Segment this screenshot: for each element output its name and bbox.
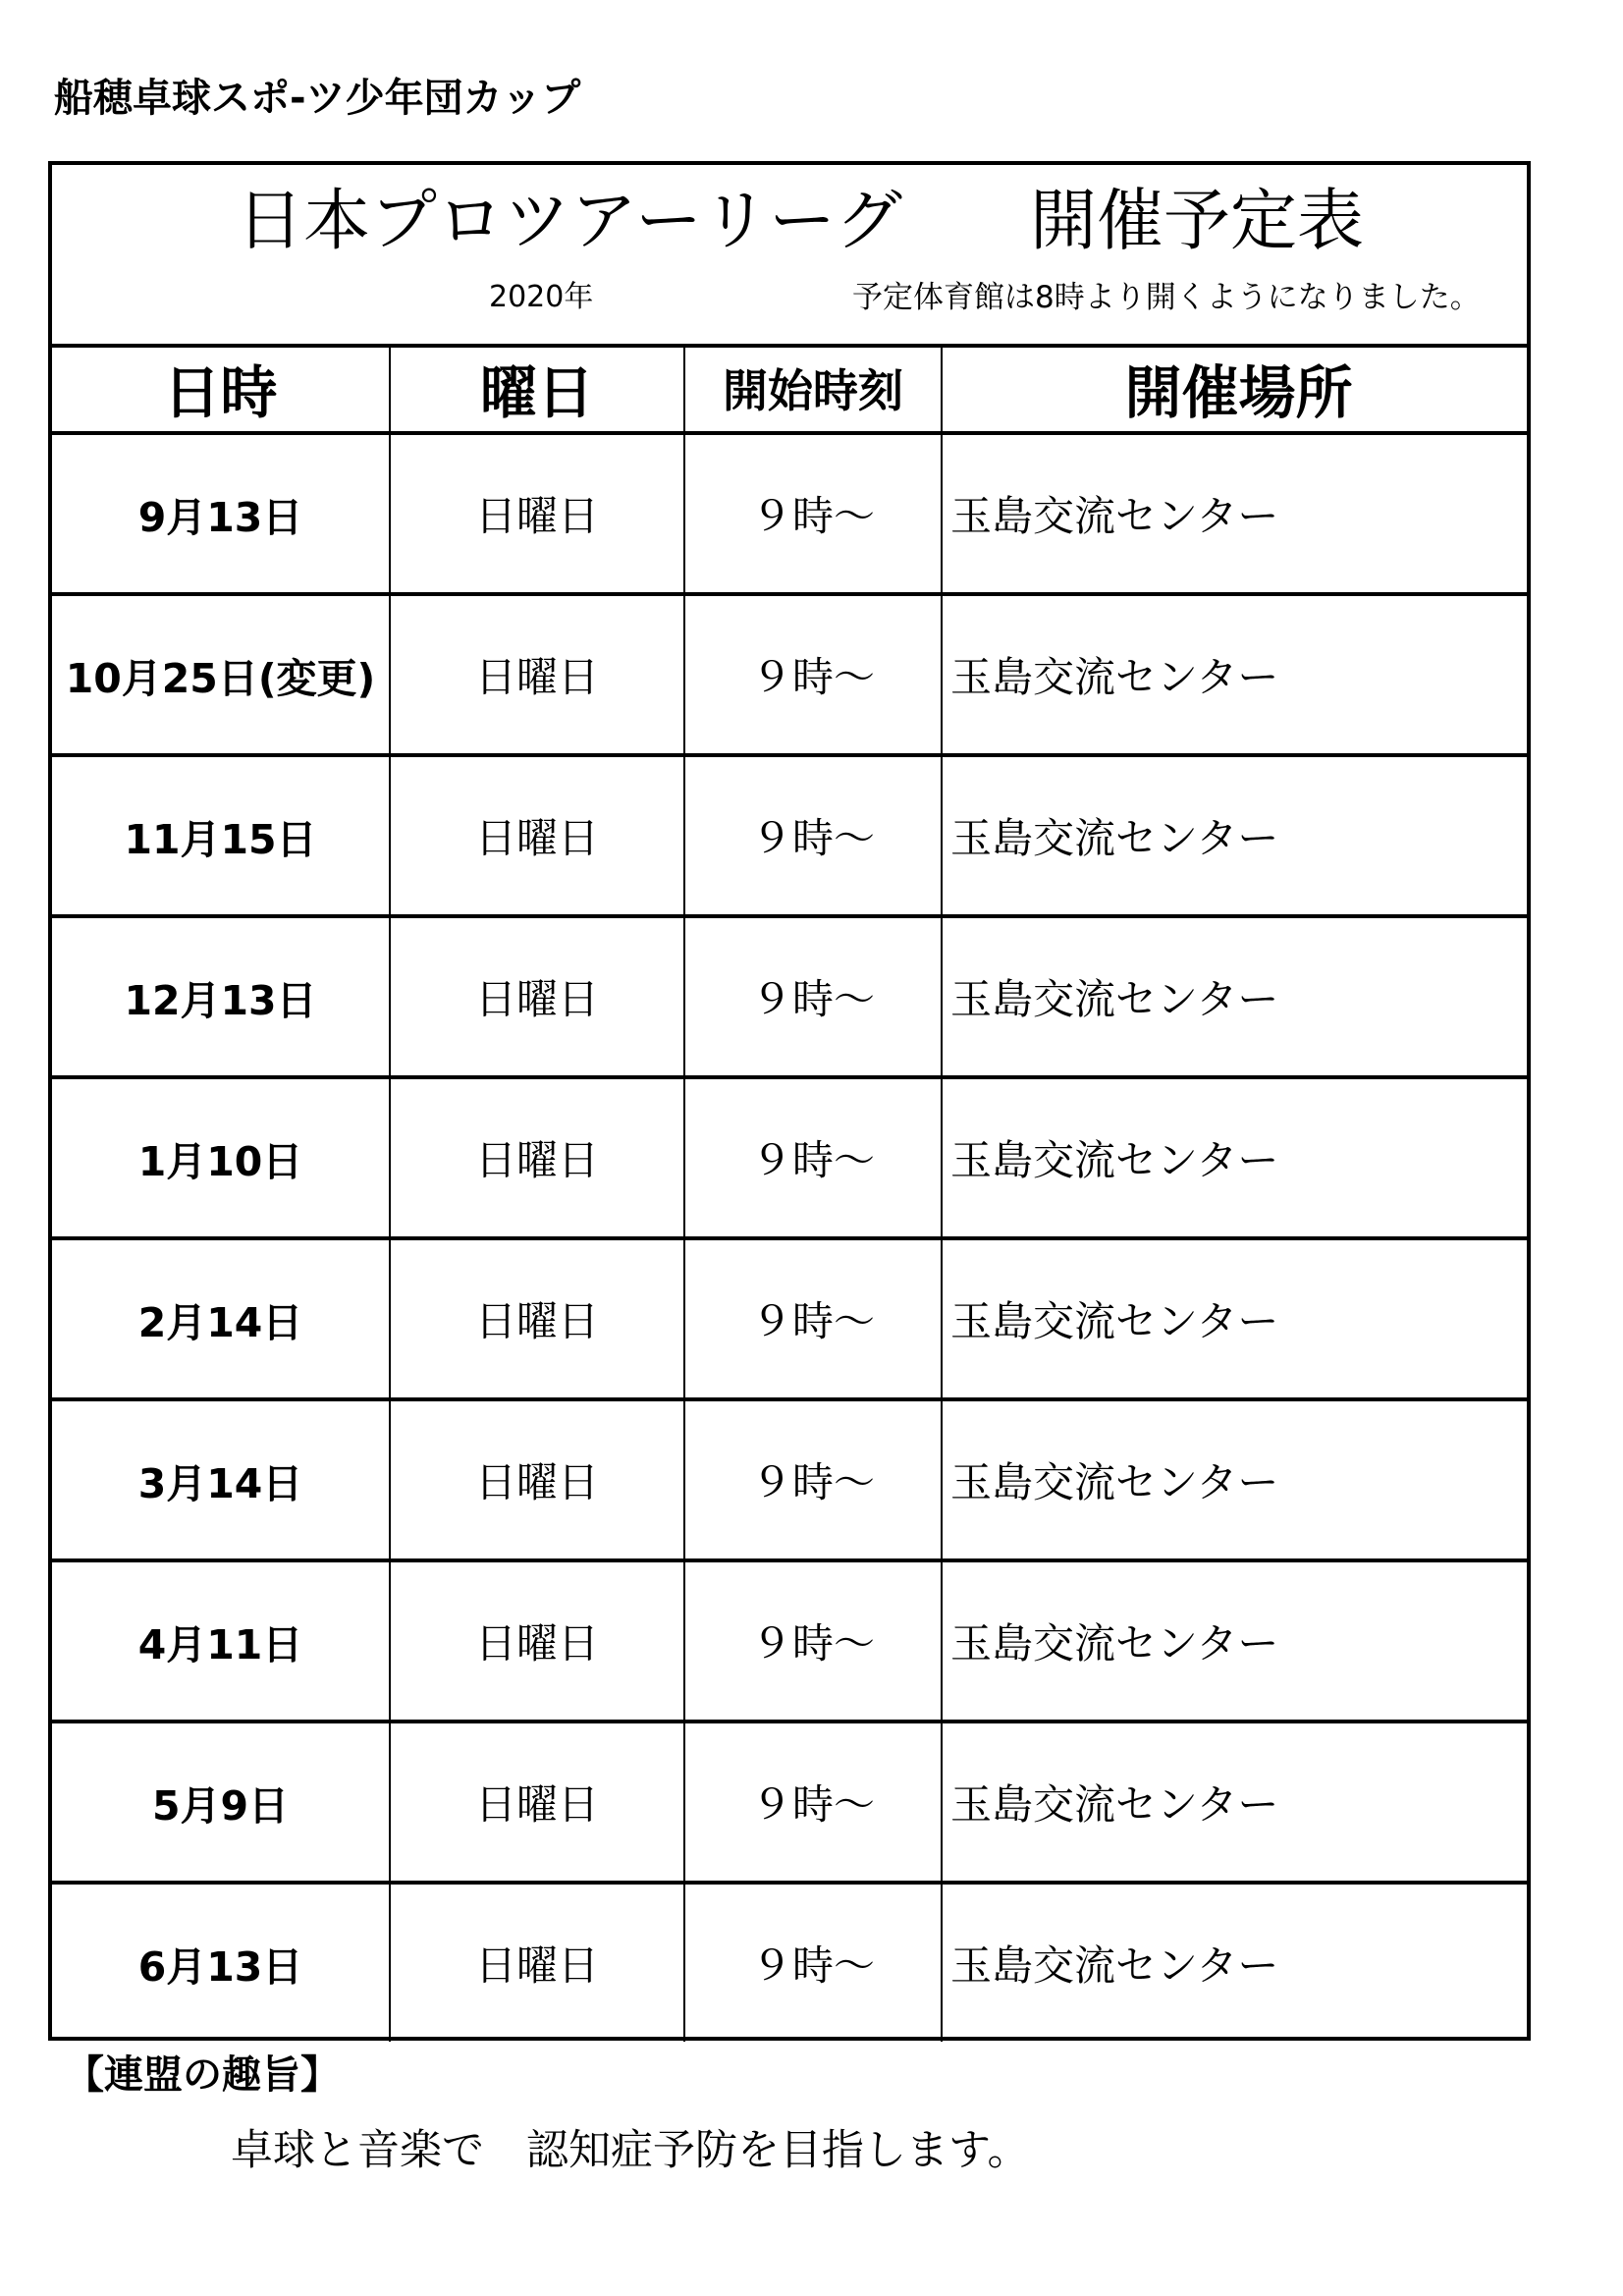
table-row — [52, 1240, 1527, 1401]
start-time-cell: ９時～ — [685, 1401, 943, 1558]
venue-cell: 玉島交流センター — [950, 975, 1279, 1023]
table-row — [52, 1885, 1527, 2042]
table-row — [52, 918, 1527, 1079]
start-time-cell: ９時～ — [685, 596, 943, 753]
venue-cell: 玉島交流センター — [950, 1780, 1279, 1829]
venue-cell: 玉島交流センター — [950, 814, 1279, 862]
organization-name: 船穂卓球スポ-ツ少年団カップ — [54, 76, 581, 121]
title-sub: 開催予定表 — [1029, 183, 1364, 260]
weekday-cell: 日曜日 — [391, 596, 685, 753]
weekday-cell: 日曜日 — [391, 757, 685, 914]
start-time-cell: ９時～ — [685, 435, 943, 592]
venue-cell: 玉島交流センター — [950, 492, 1279, 540]
venue-cell: 玉島交流センター — [950, 1619, 1279, 1667]
start-time-cell: ９時～ — [685, 1885, 943, 2042]
date-cell: 10月25日(変更) — [52, 596, 391, 753]
title-main: 日本プロツアーリーグ — [237, 183, 902, 260]
title-block — [52, 165, 1527, 348]
table-row — [52, 1079, 1527, 1240]
date-cell: 1月10日 — [52, 1079, 391, 1236]
date-cell: 4月11日 — [52, 1562, 391, 1720]
venue-cell: 玉島交流センター — [950, 1136, 1279, 1184]
date-cell: 11月15日 — [52, 757, 391, 914]
start-time-cell: ９時～ — [685, 918, 943, 1075]
table-header-row — [52, 344, 1527, 435]
venue-cell: 玉島交流センター — [950, 653, 1279, 701]
weekday-cell: 日曜日 — [391, 918, 685, 1075]
date-cell: 9月13日 — [52, 435, 391, 592]
date-cell: 5月9日 — [52, 1723, 391, 1881]
date-cell: 12月13日 — [52, 918, 391, 1075]
weekday-cell: 日曜日 — [391, 1079, 685, 1236]
column-header-weekday: 曜日 — [391, 344, 685, 431]
weekday-cell: 日曜日 — [391, 1885, 685, 2042]
venue-cell: 玉島交流センター — [950, 1297, 1279, 1345]
date-cell: 2月14日 — [52, 1240, 391, 1397]
year-label: 2020年 — [489, 280, 594, 314]
start-time-cell: ９時～ — [685, 1562, 943, 1720]
table-row — [52, 435, 1527, 596]
table-row — [52, 757, 1527, 918]
date-cell: 6月13日 — [52, 1885, 391, 2042]
schedule-sheet — [48, 161, 1531, 2041]
weekday-cell: 日曜日 — [391, 1562, 685, 1720]
start-time-cell: ９時～ — [685, 1723, 943, 1881]
start-time-cell: ９時～ — [685, 1079, 943, 1236]
aim-heading: 【連盟の趣旨】 — [65, 2052, 340, 2098]
table-row — [52, 1723, 1527, 1885]
start-time-cell: ９時～ — [685, 757, 943, 914]
weekday-cell: 日曜日 — [391, 1723, 685, 1881]
column-header-start-time: 開始時刻 — [685, 344, 943, 431]
schedule-table — [52, 344, 1527, 2042]
start-time-cell: ９時～ — [685, 1240, 943, 1397]
table-row — [52, 1562, 1527, 1723]
table-row — [52, 1401, 1527, 1562]
weekday-cell: 日曜日 — [391, 1401, 685, 1558]
column-header-venue: 開催場所 — [1124, 358, 1353, 426]
column-header-date: 日時 — [52, 344, 391, 431]
venue-cell: 玉島交流センター — [950, 1941, 1279, 1990]
page-title — [237, 173, 1364, 271]
opening-notice: 予定体育館は8時より開くようになりました。 — [852, 280, 1481, 315]
weekday-cell: 日曜日 — [391, 1240, 685, 1397]
venue-cell: 玉島交流センター — [950, 1458, 1279, 1506]
table-row — [52, 596, 1527, 757]
aim-text: 卓球と音楽で 認知症予防を目指します。 — [231, 2126, 1030, 2175]
weekday-cell: 日曜日 — [391, 435, 685, 592]
date-cell: 3月14日 — [52, 1401, 391, 1558]
